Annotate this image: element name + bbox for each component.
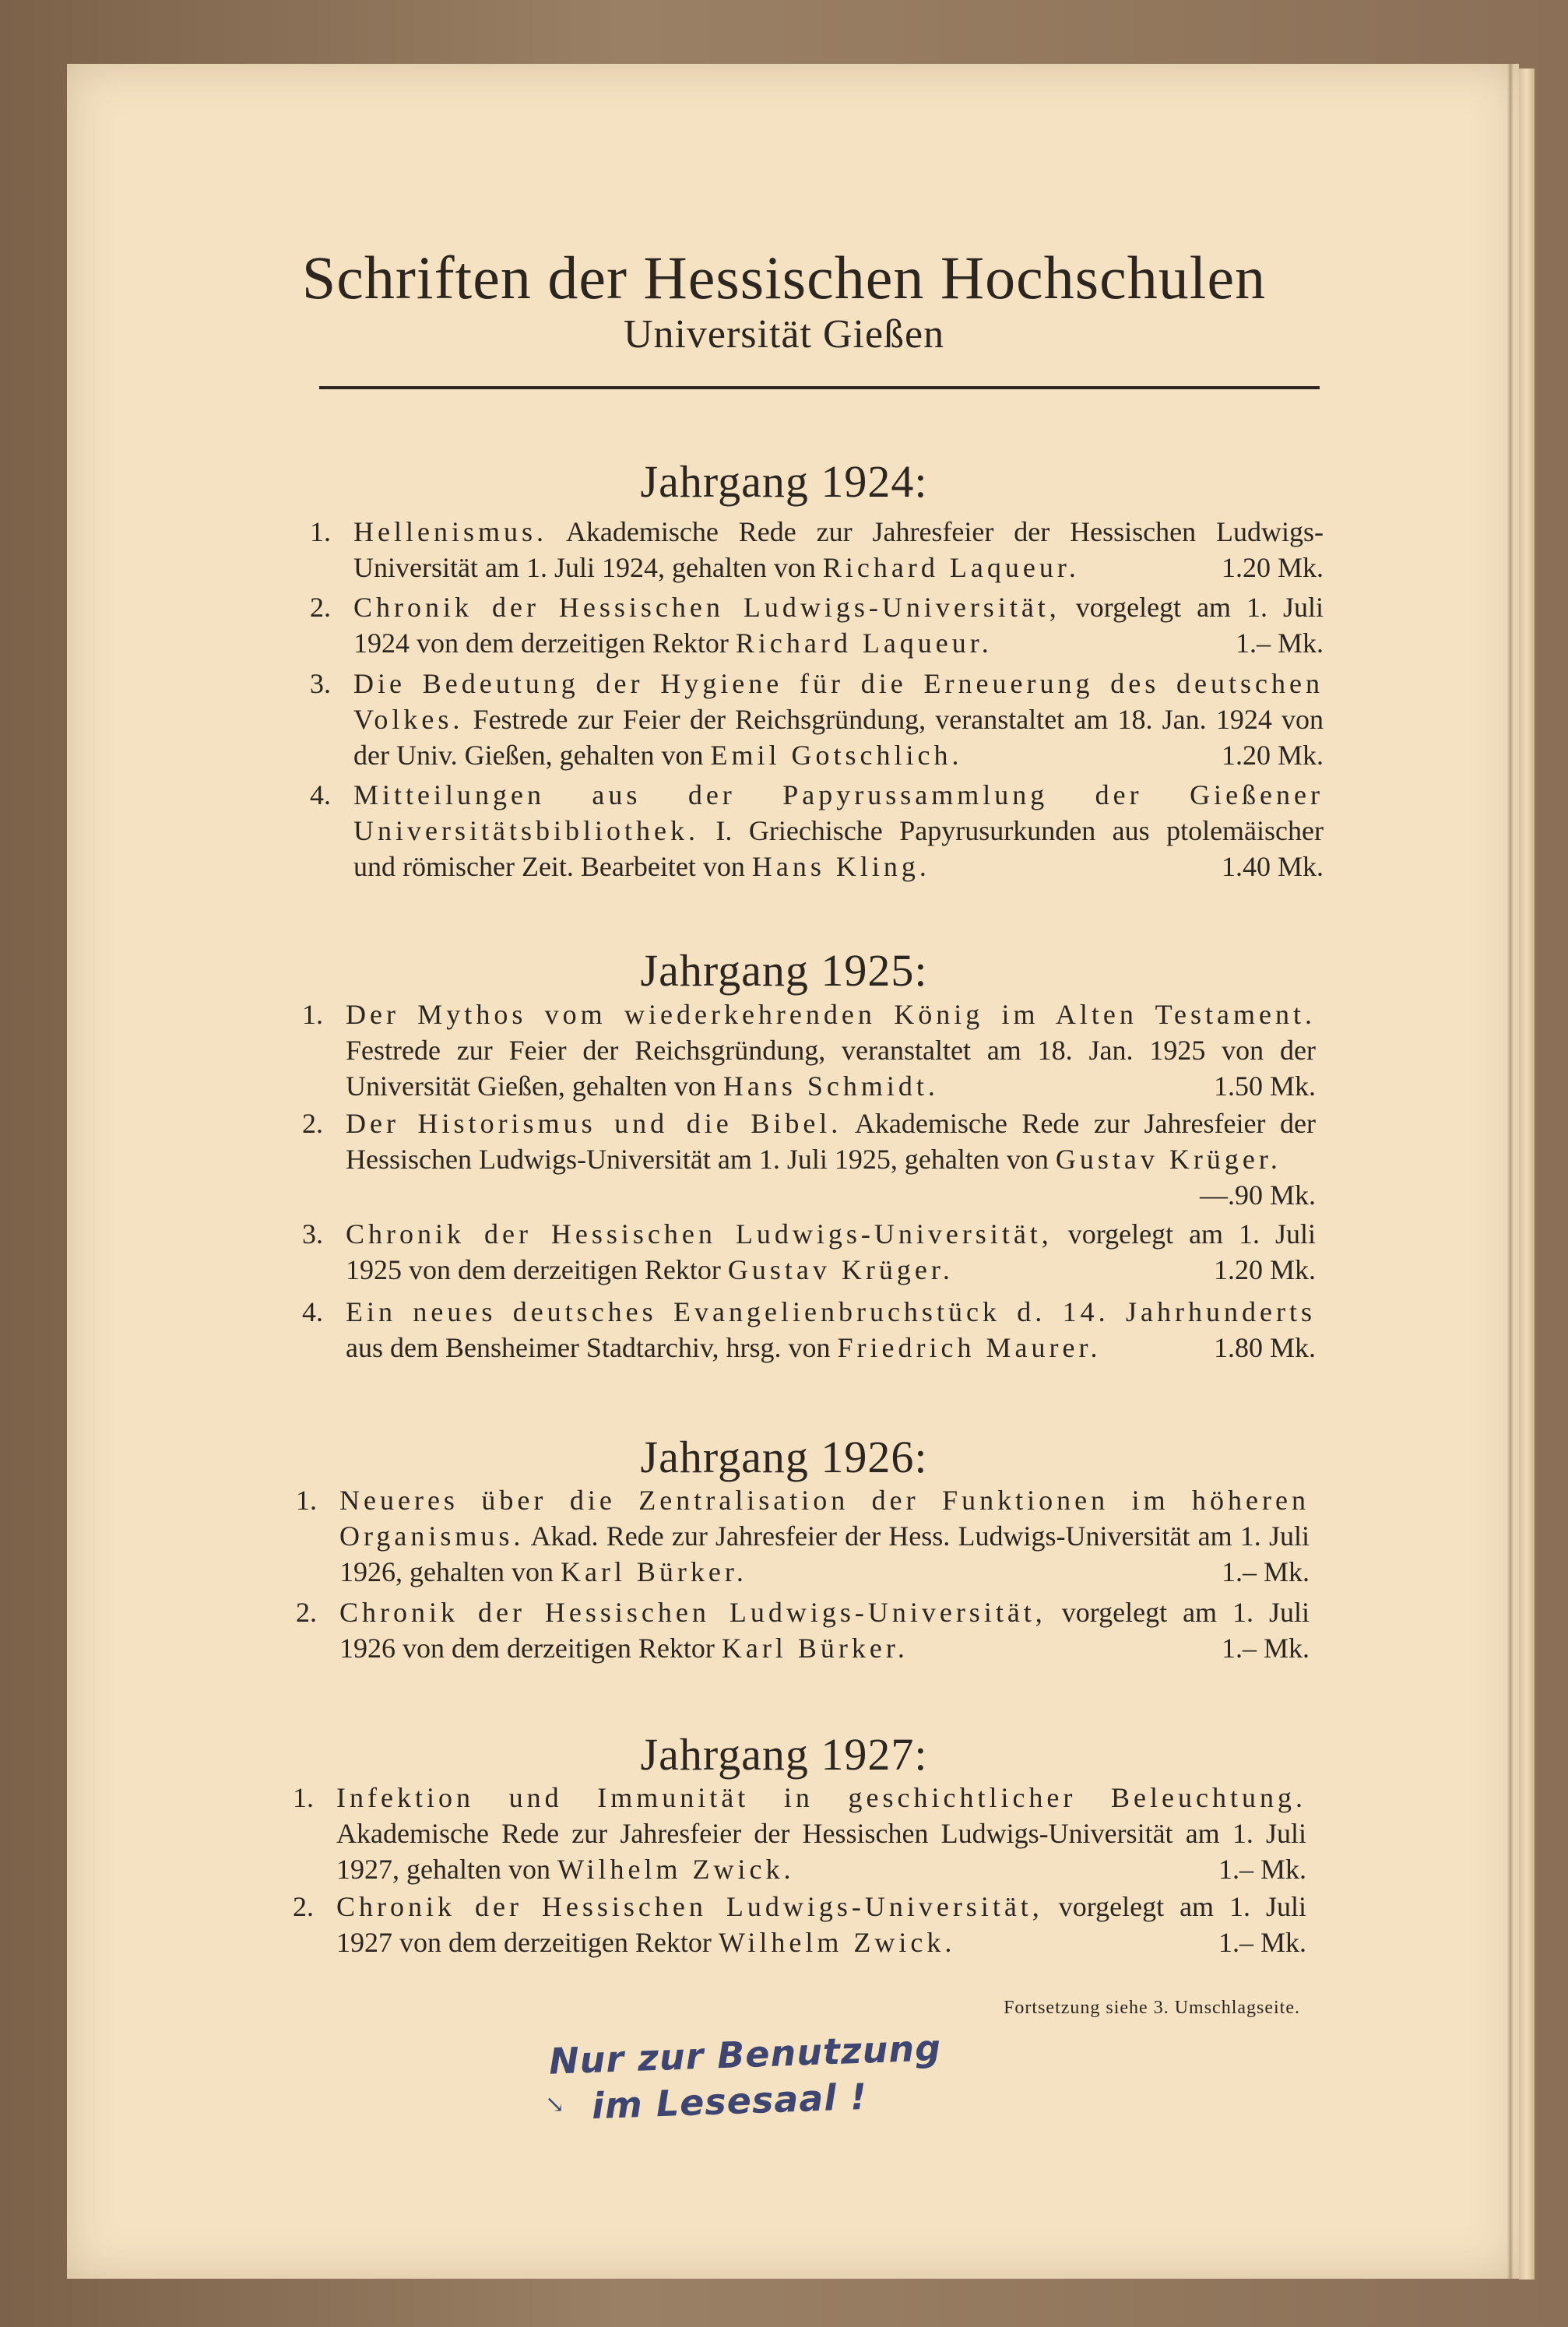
library-stamp-line-1: Nur zur Benutzung xyxy=(548,2026,942,2083)
item-number: 3. xyxy=(310,668,331,699)
item-number: 1. xyxy=(302,999,323,1030)
item-title: Hellenismus. xyxy=(353,516,547,547)
item-text: Akademische Rede zur Jahresfeier der Hessischen Ludwigs-Universität am 1. Juli 1927, gehalten von xyxy=(336,1818,1306,1885)
item-author: Gustav Krüger. xyxy=(727,1254,954,1285)
item-text: I. Griechische Papyrusurkunden aus ptolemäischer und römischer Zeit. Bearbeitet von xyxy=(353,815,1324,882)
item-title: Der Historismus und die Bibel. xyxy=(346,1108,842,1139)
item-price: 1.– Mk. xyxy=(1221,1633,1310,1664)
item-number: 1. xyxy=(296,1485,317,1516)
list-item xyxy=(302,1106,1316,1213)
list-item xyxy=(302,997,1316,1104)
list-item xyxy=(310,777,1324,884)
item-number: 4. xyxy=(302,1296,323,1327)
item-price: 1.20 Mk. xyxy=(1221,740,1324,771)
year-heading-1925: Jahrgang 1925: xyxy=(640,945,928,996)
item-title: Chronik der Hessischen Ludwigs-Universität, xyxy=(339,1597,1046,1628)
item-price: 1.– Mk. xyxy=(1235,627,1324,659)
list-item xyxy=(302,1216,1316,1288)
item-author: Richard Laqueur. xyxy=(735,627,993,659)
year-heading-1927: Jahrgang 1927: xyxy=(640,1729,928,1780)
list-item xyxy=(293,1889,1306,1960)
item-title: Mitteilungen aus der Papyrussammlung der Gießener Universitätsbibliothek. xyxy=(353,779,1324,846)
item-text: Akademische Rede zur Jahresfeier der Hessischen Ludwigs-Universität am 1. Juli 1925, gehalten von xyxy=(346,1108,1316,1175)
item-text: vorgelegt am 1. Juli 1927 von dem derzeitigen Rektor xyxy=(336,1891,1307,1958)
item-text: Festrede zur Feier der Reichsgründung, veranstaltet am 18. Jan. 1924 von der Univ. Gießen, gehalten von xyxy=(353,704,1324,771)
item-number: 2. xyxy=(302,1108,323,1139)
item-author: Wilhelm Zwick. xyxy=(557,1854,795,1885)
next-page-edge xyxy=(1519,69,1535,2280)
list-item xyxy=(302,1294,1316,1366)
year-heading-1924: Jahrgang 1924: xyxy=(640,456,928,507)
list-item xyxy=(296,1482,1310,1590)
item-text: vorgelegt am 1. Juli 1926 von dem derzeitigen Rektor xyxy=(339,1597,1310,1664)
item-author: Gustav Krüger. xyxy=(1055,1144,1281,1175)
item-price: 1.40 Mk. xyxy=(1221,851,1324,882)
item-author: Karl Bürker. xyxy=(721,1633,909,1664)
item-title: Infektion und Immunität in geschichtlicher Beleuchtung. xyxy=(336,1782,1306,1813)
item-author: Richard Laqueur. xyxy=(822,552,1080,583)
item-price: 1.– Mk. xyxy=(1218,1927,1306,1958)
item-text: Festrede zur Feier der Reichsgründung, veranstaltet am 18. Jan. 1925 von der Universität Gießen, gehalten von xyxy=(346,1035,1316,1102)
item-number: 2. xyxy=(310,592,331,623)
item-title: Der Mythos vom wiederkehrenden König im Alten Testament. xyxy=(346,999,1316,1030)
list-item xyxy=(310,666,1324,773)
item-author: Hans Kling. xyxy=(751,851,930,882)
year-heading-1926: Jahrgang 1926: xyxy=(640,1432,928,1482)
list-item xyxy=(310,589,1324,661)
item-number: 2. xyxy=(293,1891,314,1922)
document-subtitle: Universität Gießen xyxy=(623,312,945,357)
list-item xyxy=(293,1780,1306,1887)
item-author: Emil Gotschlich. xyxy=(710,740,963,771)
item-text: aus dem Bensheimer Stadtarchiv, hrsg. von xyxy=(346,1332,831,1363)
item-price: 1.– Mk. xyxy=(1218,1854,1306,1885)
item-price: 1.– Mk. xyxy=(1221,1556,1310,1587)
item-author: Wilhelm Zwick. xyxy=(718,1927,956,1958)
item-number: 1. xyxy=(310,516,331,547)
item-title: Ein neues deutsches Evangelienbruchstück d. 14. Jahrhunderts xyxy=(346,1296,1316,1327)
item-number: 4. xyxy=(310,779,331,810)
item-text: vorgelegt am 1. Juli 1925 von dem derzeitigen Rektor xyxy=(346,1218,1317,1285)
item-title: Chronik der Hessischen Ludwigs-Universität, xyxy=(353,592,1060,623)
item-number: 2. xyxy=(296,1597,317,1628)
library-stamp-line-2: im Lesesaal ! xyxy=(591,2075,868,2128)
item-price: 1.20 Mk. xyxy=(1213,1254,1316,1285)
item-text: vorgelegt am 1. Juli 1924 von dem derzeitigen Rektor xyxy=(353,592,1324,659)
item-title: Die Bedeutung der Hygiene für die Erneuerung des deutschen Volkes. xyxy=(353,668,1324,735)
item-price: —.90 Mk. xyxy=(1199,1179,1316,1211)
item-price: 1.80 Mk. xyxy=(1213,1332,1316,1363)
item-author: Hans Schmidt. xyxy=(722,1070,939,1102)
item-price: 1.20 Mk. xyxy=(1221,552,1324,583)
document-title: Schriften der Hessischen Hochschulen xyxy=(301,244,1267,311)
continuation-note: Fortsetzung siehe 3. Umschlagseite. xyxy=(1004,1998,1300,2018)
list-item xyxy=(296,1594,1310,1666)
item-number: 1. xyxy=(293,1782,314,1813)
item-author: Friedrich Maurer. xyxy=(837,1332,1102,1363)
item-text: Akademische Rede zur Jahresfeier der Hessischen Ludwigs-Universität am 1. Juli 1924, gehalten von xyxy=(353,516,1324,583)
stamp-arrow-icon: ↘ xyxy=(545,2091,565,2118)
item-number: 3. xyxy=(302,1218,323,1250)
item-text: Akad. Rede zur Jahresfeier der Hess. Ludwigs-Universität am 1. Juli 1926, gehalten von xyxy=(339,1520,1310,1587)
item-title: Neueres über die Zentralisation der Funktionen im höheren Organismus. xyxy=(339,1485,1310,1552)
item-author: Karl Bürker. xyxy=(560,1556,747,1587)
list-item xyxy=(310,514,1324,585)
page-spine-shadow xyxy=(1507,64,1514,2279)
item-title: Chronik der Hessischen Ludwigs-Universität, xyxy=(336,1891,1043,1922)
item-price: 1.50 Mk. xyxy=(1213,1070,1316,1102)
title-divider xyxy=(319,386,1320,389)
item-title: Chronik der Hessischen Ludwigs-Universität, xyxy=(346,1218,1053,1250)
